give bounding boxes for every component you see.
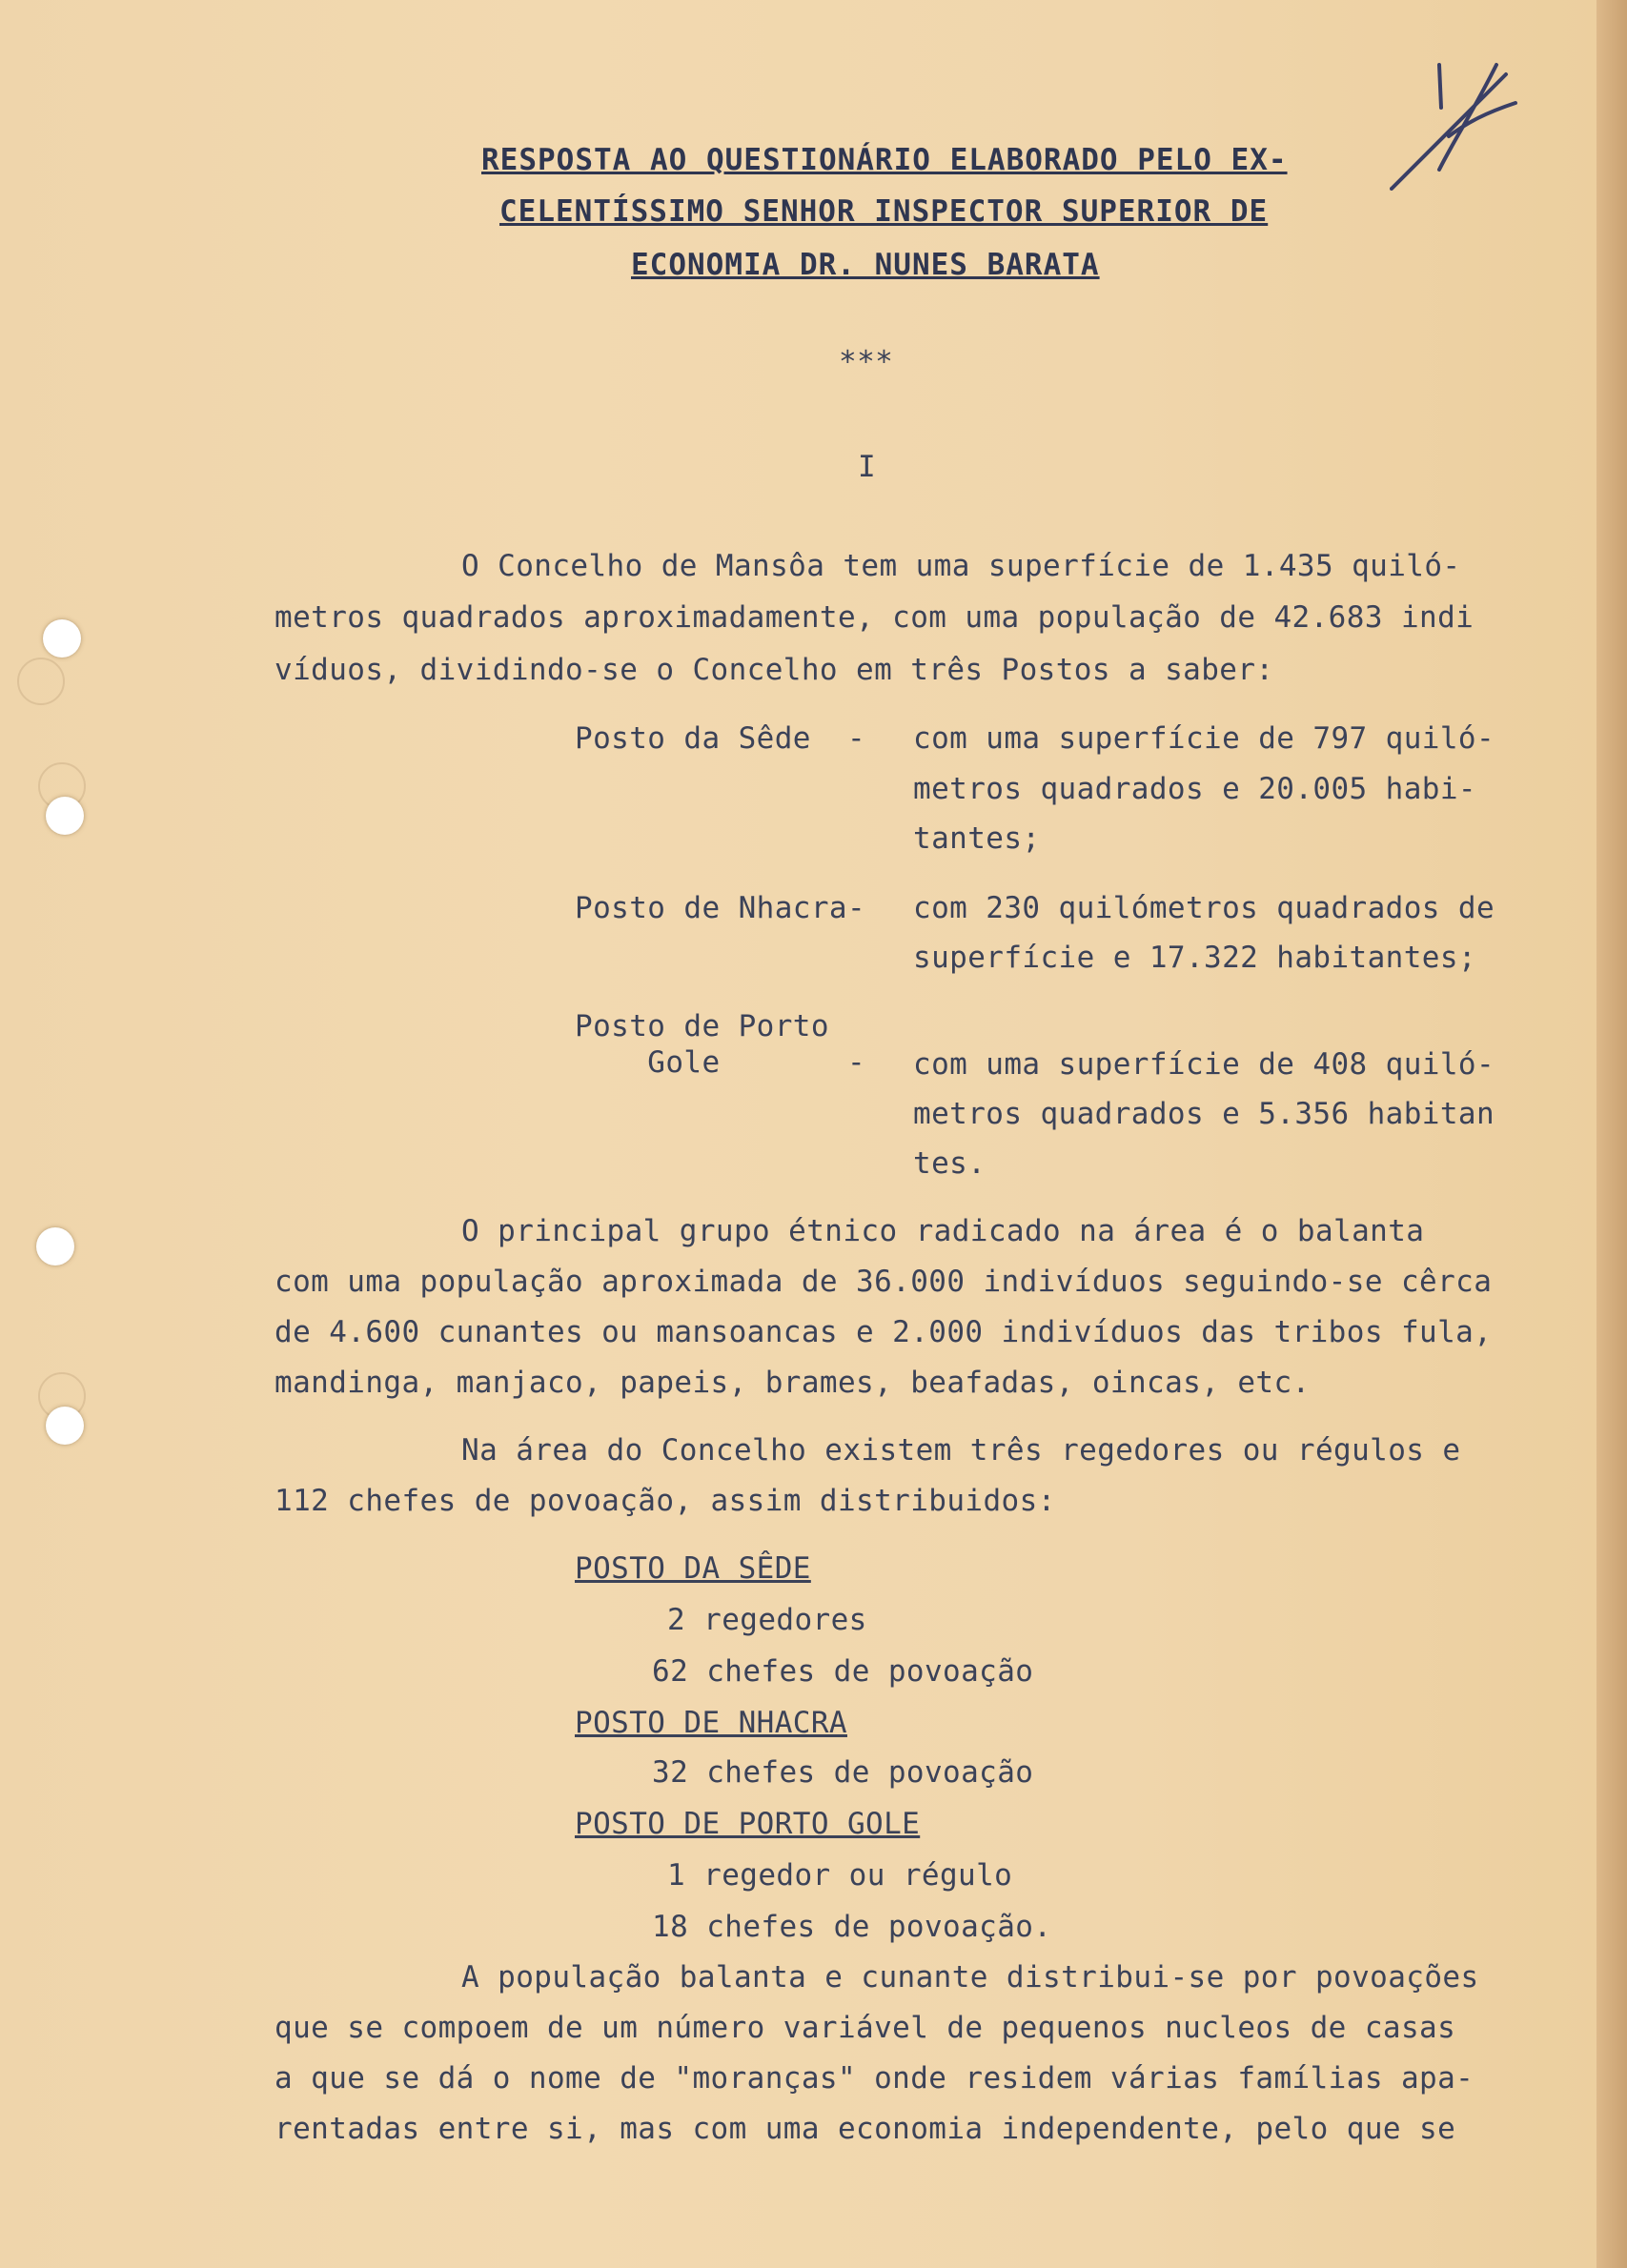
posto-sede-label: Posto da Sêde - — [575, 721, 866, 756]
paragraph2-line-1: O principal grupo étnico radicado na área é o balanta — [461, 1214, 1425, 1248]
posto-porto-gole-label-1: Posto de Porto — [575, 1009, 829, 1043]
distribution-item: 62 chefes de povoação — [652, 1654, 1034, 1689]
posto-porto-gole-desc-3: tes. — [913, 1146, 986, 1181]
handwritten-signature — [1382, 55, 1525, 198]
paragraph2-line-3: de 4.600 cunantes ou mansoancas e 2.000 indivíduos das tribos fula, — [275, 1315, 1493, 1349]
paragraph3-line-1: Na área do Concelho existem três regedores ou régulos e — [461, 1433, 1461, 1468]
distribution-item: 1 regedor ou régulo — [667, 1858, 1013, 1893]
distribution-item: 32 chefes de povoação — [652, 1755, 1034, 1790]
posto-nhacra-label: Posto de Nhacra- — [575, 891, 866, 925]
posto-sede-desc-2: metros quadrados e 20.005 habi- — [913, 772, 1476, 806]
paragraph2-line-2: com uma população aproximada de 36.000 indivíduos seguindo-se cêrca — [275, 1265, 1493, 1299]
punch-hole — [46, 797, 84, 835]
page-edge-shadow — [1596, 0, 1627, 2268]
distribution-item: 18 chefes de povoação. — [652, 1910, 1052, 1944]
posto-sede-desc-1: com uma superfície de 797 quiló- — [913, 721, 1495, 756]
distribution-heading-sede: POSTO DA SÊDE — [575, 1551, 811, 1586]
posto-nhacra-desc-1: com 230 quilómetros quadrados de — [913, 891, 1495, 925]
paragraph4-line-2: que se compoem de um número variável de pequenos nucleos de casas — [275, 2011, 1456, 2045]
punch-hole — [46, 1407, 84, 1445]
section-number: I — [858, 450, 877, 484]
distribution-heading-nhacra: POSTO DE NHACRA — [575, 1706, 847, 1740]
paragraph1-line-1: O Concelho de Mansôa tem uma superfície de 1.435 quiló- — [461, 549, 1461, 583]
paragraph3-line-2: 112 chefes de povoação, assim distribuidos: — [275, 1484, 1056, 1518]
distribution-heading-porto-gole: POSTO DE PORTO GOLE — [575, 1807, 921, 1841]
punch-hole — [36, 1227, 74, 1266]
posto-porto-gole-label-2: Gole - — [575, 1045, 866, 1080]
posto-nhacra-desc-2: superfície e 17.322 habitantes; — [913, 941, 1476, 975]
paragraph1-line-3: víduos, dividindo-se o Concelho em três Postos a saber: — [275, 653, 1274, 687]
punch-hole-ring — [17, 658, 65, 705]
title-line-3: ECONOMIA DR. NUNES BARATA — [631, 248, 1100, 282]
title-line-1: RESPOSTA AO QUESTIONÁRIO ELABORADO PELO EX- — [481, 143, 1288, 177]
posto-porto-gole-desc-1: com uma superfície de 408 quiló- — [913, 1047, 1495, 1082]
posto-porto-gole-desc-2: metros quadrados e 5.356 habitan — [913, 1097, 1495, 1131]
paragraph4-line-1: A população balanta e cunante distribui-se por povoações — [461, 1960, 1479, 1995]
title-line-2: CELENTÍSSIMO SENHOR INSPECTOR SUPERIOR DE — [499, 194, 1269, 229]
paragraph1-line-2: metros quadrados aproximadamente, com uma população de 42.683 indi — [275, 600, 1474, 635]
paragraph4-line-4: rentadas entre si, mas com uma economia independente, pelo que se — [275, 2112, 1456, 2146]
distribution-item: 2 regedores — [667, 1603, 867, 1637]
posto-sede-desc-3: tantes; — [913, 821, 1041, 856]
paragraph4-line-3: a que se dá o nome de "moranças" onde residem várias famílias apa- — [275, 2061, 1474, 2096]
paragraph2-line-4: mandinga, manjaco, papeis, brames, beafadas, oincas, etc. — [275, 1366, 1311, 1400]
separator: *** — [839, 345, 894, 379]
punch-hole — [43, 619, 81, 658]
